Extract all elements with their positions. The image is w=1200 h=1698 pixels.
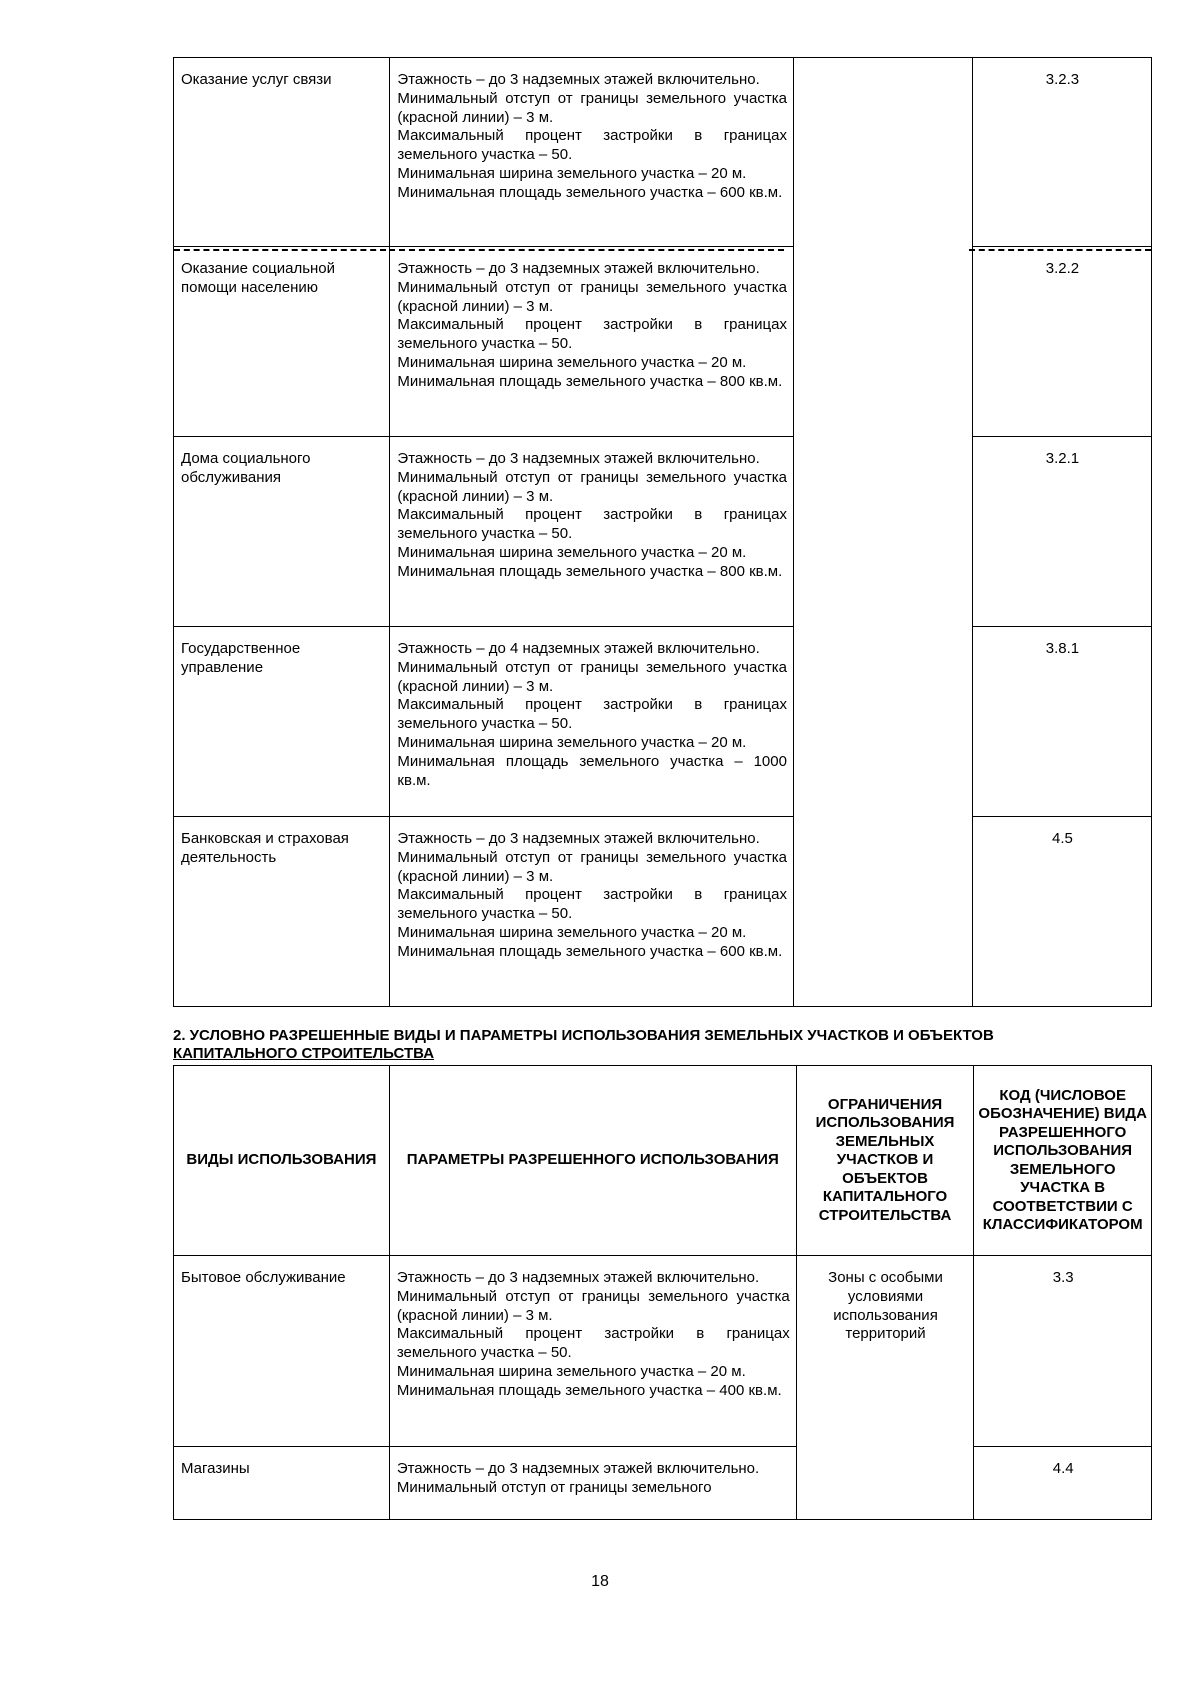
param-line: Минимальная ширина земельного участка – 20 м. [397, 733, 747, 751]
param-line: Минимальный отступ от границы земельного участка (красной линии) – 3 м. [397, 468, 787, 505]
param-line: Этажность – до 3 надземных этажей включительно. [396, 1269, 760, 1286]
param-line: Этажность – до 3 надземных этажей включительно. [397, 450, 760, 467]
use-kind-cell: Магазины [174, 1447, 390, 1520]
header-restrictions: ОГРАНИЧЕНИЯ ИСПОЛЬЗОВАНИЯ ЗЕМЕЛЬНЫХ УЧАСТКОВ И ОБЪЕКТОВ КАПИТАЛЬНОГО СТРОИТЕЛЬСТВА [796, 1066, 974, 1256]
table-row [174, 1447, 1152, 1520]
use-kind-cell: Бытовое обслуживание [174, 1256, 390, 1447]
param-line: Максимальный процент застройки в границах земельного участка – 50. [396, 1325, 790, 1362]
param-line: Максимальный процент застройки в границах земельного участка – 50. [397, 696, 787, 733]
param-line: Этажность – до 3 надземных этажей включительно. [397, 260, 760, 277]
use-code-cell: 4.5 [972, 817, 1151, 1007]
table-row [174, 437, 1152, 627]
param-line: Этажность – до 4 надземных этажей включительно. [397, 640, 760, 657]
param-line: Минимальная ширина земельного участка – 20 м. [396, 1362, 746, 1380]
param-line: Минимальный отступ от границы земельного участка (красной линии) – 3 м. [396, 1287, 790, 1324]
conditional-uses-table [173, 1065, 1152, 1520]
use-params-cell [390, 817, 794, 1007]
param-line: Минимальный отступ от границы земельного участка (красной линии) – 3 м. [397, 848, 787, 885]
use-params-cell [389, 1256, 796, 1447]
table-header-row [174, 1066, 1152, 1256]
param-line: Минимальный отступ от границы земельного участка (красной линии) – 3 м. [397, 278, 787, 315]
param-line: Минимальный отступ от границы земельного участка (красной линии) – 3 м. [397, 658, 787, 695]
use-params-cell [390, 437, 794, 627]
use-kind-cell: Дома социального обслуживания [174, 437, 390, 627]
page-number: 18 [591, 1573, 609, 1590]
param-line: Этажность – до 3 надземных этажей включительно. [397, 71, 760, 88]
use-kind-cell: Государственное управление [174, 627, 390, 817]
param-line: Максимальный процент застройки в границах земельного участка – 50. [397, 127, 787, 164]
table-row [174, 247, 1152, 437]
param-line: Минимальная площадь земельного участка – 800 кв.м. [397, 562, 783, 580]
section-title-line-2: КАПИТАЛЬНОГО СТРОИТЕЛЬСТВА [173, 1045, 435, 1062]
dashed-row-divider [389, 249, 784, 251]
param-line: Минимальная площадь земельного участка – 1000 кв.м. [397, 752, 787, 789]
dashed-row-divider [174, 249, 386, 251]
use-params-cell [389, 1447, 796, 1520]
param-line: Минимальная площадь земельного участка – 800 кв.м. [397, 372, 783, 390]
param-line: Этажность – до 3 надземных этажей включительно. [397, 830, 760, 847]
use-kind-cell: Оказание социальной помощи населению [174, 247, 390, 437]
table-row [174, 627, 1152, 817]
header-code: КОД (ЧИСЛОВОЕ ОБОЗНАЧЕНИЕ) ВИДА РАЗРЕШЕННОГО ИСПОЛЬЗОВАНИЯ ЗЕМЕЛЬНОГО УЧАСТКА В СООТВЕТСТВИИ С КЛАССИФИКАТОРОМ [974, 1066, 1152, 1256]
param-line: Минимальная площадь земельного участка – 400 кв.м. [396, 1381, 782, 1399]
table-row [174, 1256, 1152, 1447]
param-line: Минимальная площадь земельного участка – 600 кв.м. [397, 942, 783, 960]
header-kinds: ВИДЫ ИСПОЛЬЗОВАНИЯ [174, 1066, 390, 1256]
param-line: Максимальный процент застройки в границах земельного участка – 50. [397, 316, 787, 353]
use-kind-cell: Банковская и страховая деятельность [174, 817, 390, 1007]
section-title-line-1: 2. УСЛОВНО РАЗРЕШЕННЫЕ ВИДЫ И ПАРАМЕТРЫ ИСПОЛЬЗОВАНИЯ ЗЕМЕЛЬНЫХ УЧАСТКОВ И ОБЪЕКТОВ [173, 1027, 994, 1044]
param-line: Минимальная ширина земельного участка – 20 м. [397, 353, 747, 371]
use-code-cell: 3.2.2 [972, 247, 1151, 437]
param-line: Максимальный процент застройки в границах земельного участка – 50. [397, 506, 787, 543]
param-line: Минимальная ширина земельного участка – 20 м. [397, 164, 747, 182]
use-params-cell [390, 247, 794, 437]
restrictions-cell [793, 58, 972, 1007]
use-code-cell: 3.8.1 [972, 627, 1151, 817]
section-title [173, 1027, 1152, 1063]
param-line: Минимальный отступ от границы земельного участка (красной линии) – 3 м. [397, 89, 787, 126]
header-params: ПАРАМЕТРЫ РАЗРЕШЕННОГО ИСПОЛЬЗОВАНИЯ [389, 1066, 796, 1256]
allowed-uses-table [173, 57, 1152, 1007]
param-line: Минимальная ширина земельного участка – 20 м. [397, 543, 747, 561]
use-code-cell: 3.3 [974, 1256, 1152, 1447]
restrictions-cell: Зоны с особыми условиями использования территорий [796, 1256, 974, 1520]
param-line: Минимальная ширина земельного участка – 20 м. [397, 923, 747, 941]
param-line: Минимальный отступ от границы земельного [396, 1478, 712, 1496]
use-params-cell [390, 58, 794, 247]
table-row [174, 58, 1152, 247]
param-line: Этажность – до 3 надземных этажей включительно. [396, 1460, 760, 1477]
param-line: Минимальная площадь земельного участка – 600 кв.м. [397, 183, 783, 201]
use-kind-cell: Оказание услуг связи [174, 58, 390, 247]
use-params-cell [390, 627, 794, 817]
use-code-cell: 3.2.3 [972, 58, 1151, 247]
table-row [174, 817, 1152, 1007]
dashed-row-divider [969, 249, 1151, 251]
use-code-cell: 4.4 [974, 1447, 1152, 1520]
param-line: Максимальный процент застройки в границах земельного участка – 50. [397, 886, 787, 923]
use-code-cell: 3.2.1 [972, 437, 1151, 627]
